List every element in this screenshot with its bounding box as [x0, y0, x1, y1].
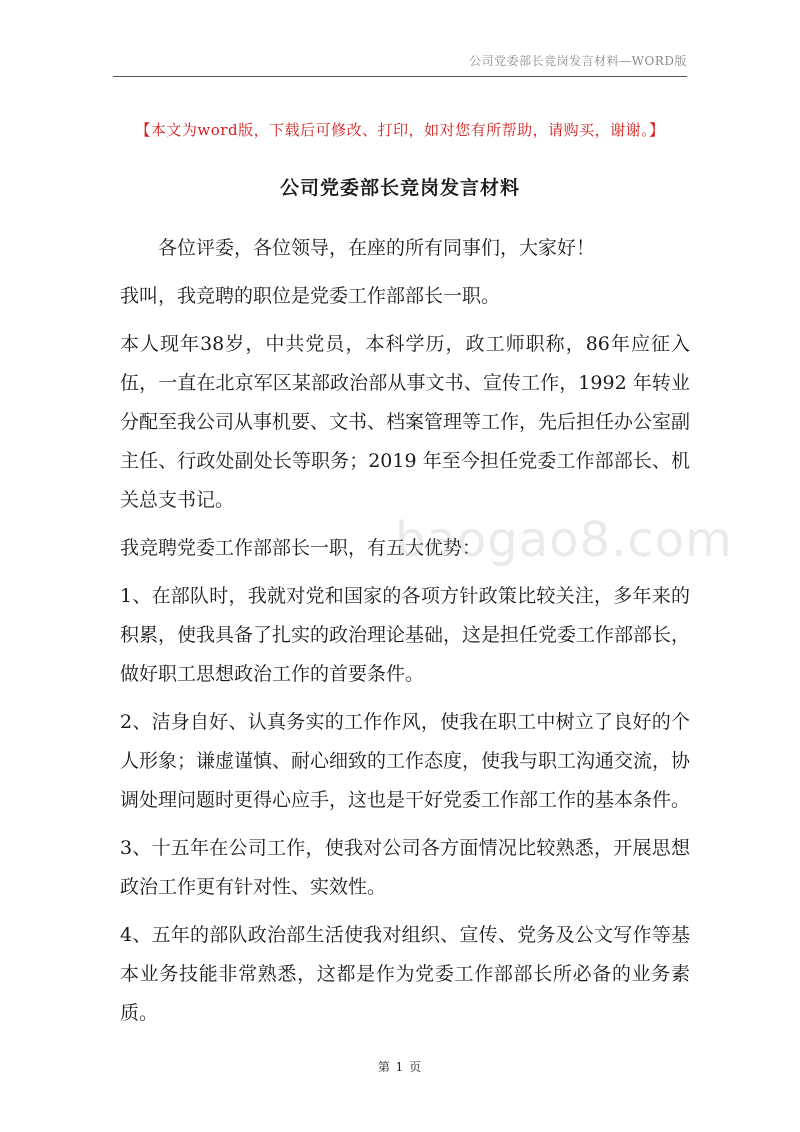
- page-number: 第 1 页: [377, 1060, 423, 1074]
- document-body: [120, 229, 690, 1042]
- body-paragraph: 我叫，我竞聘的职位是党委工作部部长一职。: [120, 285, 501, 307]
- download-notice: 【本文为word版，下载后可修改、打印，如对您有所帮助，请购买，谢谢。】: [135, 121, 665, 139]
- document-title: 公司党委部长竞岗发言材料: [279, 177, 520, 199]
- watermark: baogao8.com: [395, 512, 733, 568]
- list-item-paragraph: 4、五年的部队政治部生活使我对组织、宣传、党务及公文写作等基本业务技能非常熟悉，这都是作为党委工作部部长所必备的业务素质。: [120, 924, 690, 1024]
- list-item-paragraph: 1、在部队时，我就对党和国家的各项方针政策比较关注，多年来的积累，使我具备了扎实的政治理论基础，这是担任党委工作部部长，做好职工思想政治工作的首要条件。: [120, 585, 691, 685]
- list-item-paragraph: 3、十五年在公司工作，使我对公司各方面情况比较熟悉，开展思想政治工作更有针对性、实效性。: [120, 837, 690, 898]
- greeting-paragraph: 各位评委，各位领导，在座的所有同事们，大家好！: [158, 237, 596, 259]
- body-paragraph: 本人现年38岁，中共党员，本科学历，政工师职称，86年应征入伍，一直在北京军区某部政治部从事文书、宣传工作，1992 年转业分配至我公司从事机要、文书、档案管理等工作，先后担任办公室副主任、行政处副处长等职务；2019 年至今担任党委工作部部长、机关总支书记。: [120, 333, 691, 511]
- header-divider: [113, 76, 687, 77]
- running-header: 公司党委部长竞岗发言材料—WORD版: [469, 54, 687, 68]
- list-item-paragraph: 2、洁身自好、认真务实的工作作风，使我在职工中树立了良好的个人形象；谦虚谨慎、耐心细致的工作态度，使我与职工沟通交流，协调处理问题时更得心应手，这也是干好党委工作部工作的基本条件。: [120, 711, 691, 811]
- body-paragraph: 我竞聘党委工作部部长一职，有五大优势：: [120, 537, 482, 559]
